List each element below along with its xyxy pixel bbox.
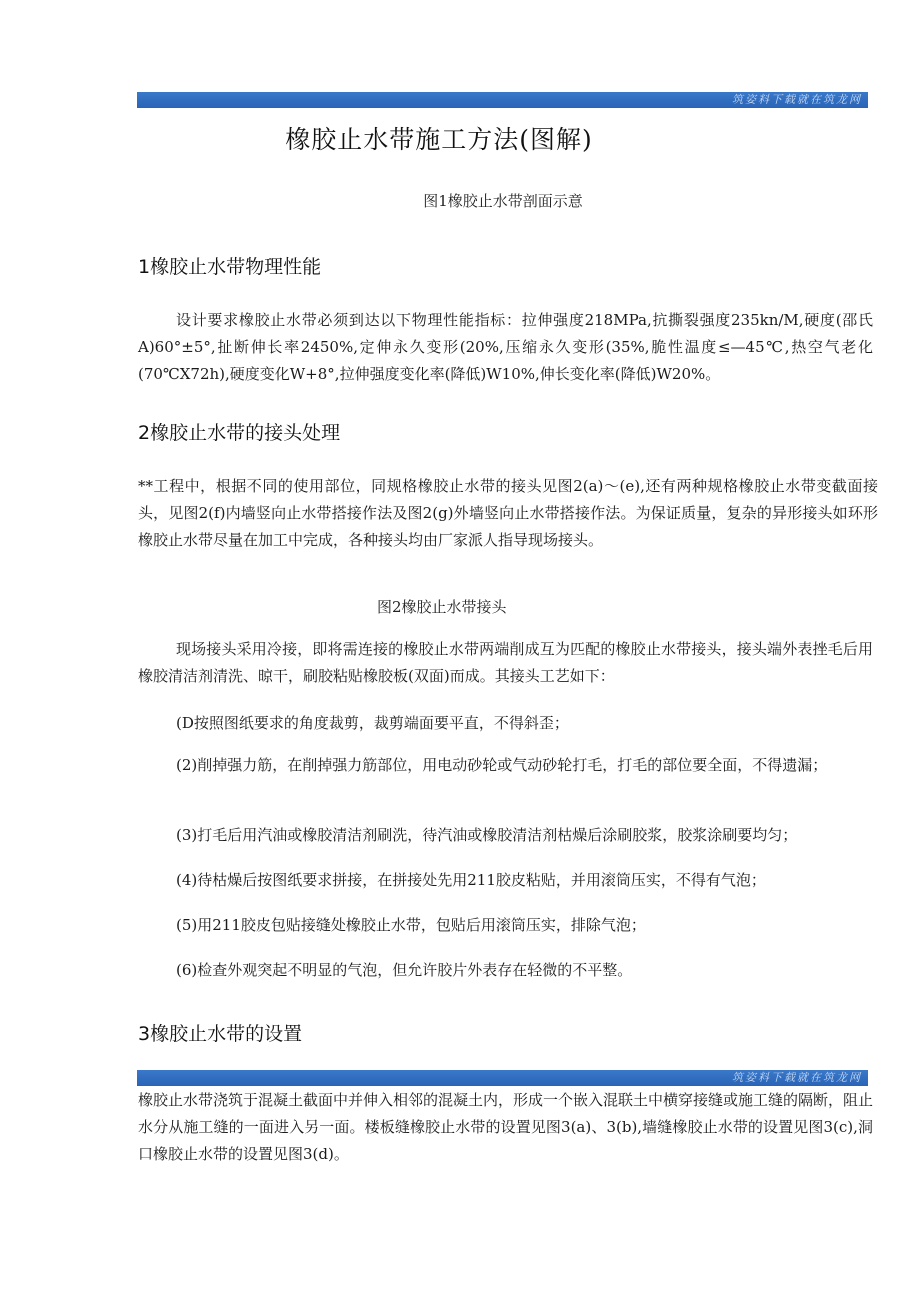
section-1-heading: 1橡胶止水带物理性能: [138, 256, 322, 278]
step-item: (4)待枯燥后按图纸要求拼接，在拼接处先用211胶皮粘贴，并用滚筒压实，不得有气泡；: [176, 871, 766, 889]
section-3-paragraph: 橡胶止水带浇筑于混凝土截面中并伸入相邻的混凝土内，形成一个嵌入混联土中横穿接缝或施工缝的隔断，阻止水分从施工缝的一面进入另一面。楼板缝橡胶止水带的设置见图3(a)、3(b),墙缝橡胶止水带的设置见图3(c),洞口橡胶止水带的设置见图3(d)。: [138, 1091, 874, 1163]
section-1-paragraph: 设计要求橡胶止水带必须到达以下物理性能指标：拉伸强度218MPa,抗撕裂强度235kn∕M,硬度(邵氏A)60°±5°,扯断伸长率2450%,定伸永久变形(20%,压缩永久变形(35%,脆性温度≤—45℃,热空气老化(70℃X72h),硬度变化W+8°,拉伸强度变化率(降低)W10%,伸长变化率(降低)W20%。: [138, 311, 873, 383]
step-item: (6)检查外观突起不明显的气泡，但允许胶片外表存在轻微的不平整。: [176, 961, 633, 979]
document-title: 橡胶止水带施工方法(图解): [285, 125, 593, 154]
step-item: (D按照图纸要求的角度裁剪，裁剪端面要平直，不得斜歪；: [176, 714, 569, 732]
step-item: (3)打毛后用汽油或橡胶清洁剂刷洗，待汽油或橡胶清洁剂枯燥后涂刷胶浆，胶浆涂刷要均匀；: [176, 826, 798, 844]
footer-banner: [137, 1070, 868, 1086]
section-3-heading: 3橡胶止水带的设置: [138, 1023, 303, 1045]
figure-1-caption: 图1橡胶止水带剖面示意: [423, 192, 583, 210]
figure-2-caption: 图2橡胶止水带接头: [377, 598, 507, 616]
step-item: (2)削掉强力筋，在削掉强力筋部位，用电动砂轮或气动砂轮打毛，打毛的部位要全面，不得遗漏；: [176, 756, 828, 774]
step-item: (5)用211胶皮包贴接缝处橡胶止水带，包贴后用滚筒压实，排除气泡；: [176, 916, 646, 934]
banner-watermark-text: 筑姿料下载就在筑龙网: [732, 1071, 862, 1084]
header-banner: [137, 92, 868, 108]
section-2-heading: 2橡胶止水带的接头处理: [138, 422, 341, 444]
section-2-intro: 现场接头采用冷接，即将需连接的橡胶止水带两端削成互为匹配的橡胶止水带接头，接头端外表挫毛后用橡胶清洁剂清洗、晾干，刷胶粘贴橡胶板(双面)而成。其接头工艺如下：: [138, 640, 873, 685]
section-2-paragraph: **工程中，根据不同的使用部位，同规格橡胶止水带的接头见图2(a)～(e),还有两种规格橡胶止水带变截面接头，见图2(f)内墙竖向止水带搭接作法及图2(g)外墙竖向止水带搭接作法。为保证质量，复杂的异形接头如环形橡胶止水带尽量在加工中完成，各种接头均由厂家派人指导现场接头。: [138, 477, 878, 549]
banner-watermark-text: 筑姿料下载就在筑龙网: [732, 93, 862, 106]
